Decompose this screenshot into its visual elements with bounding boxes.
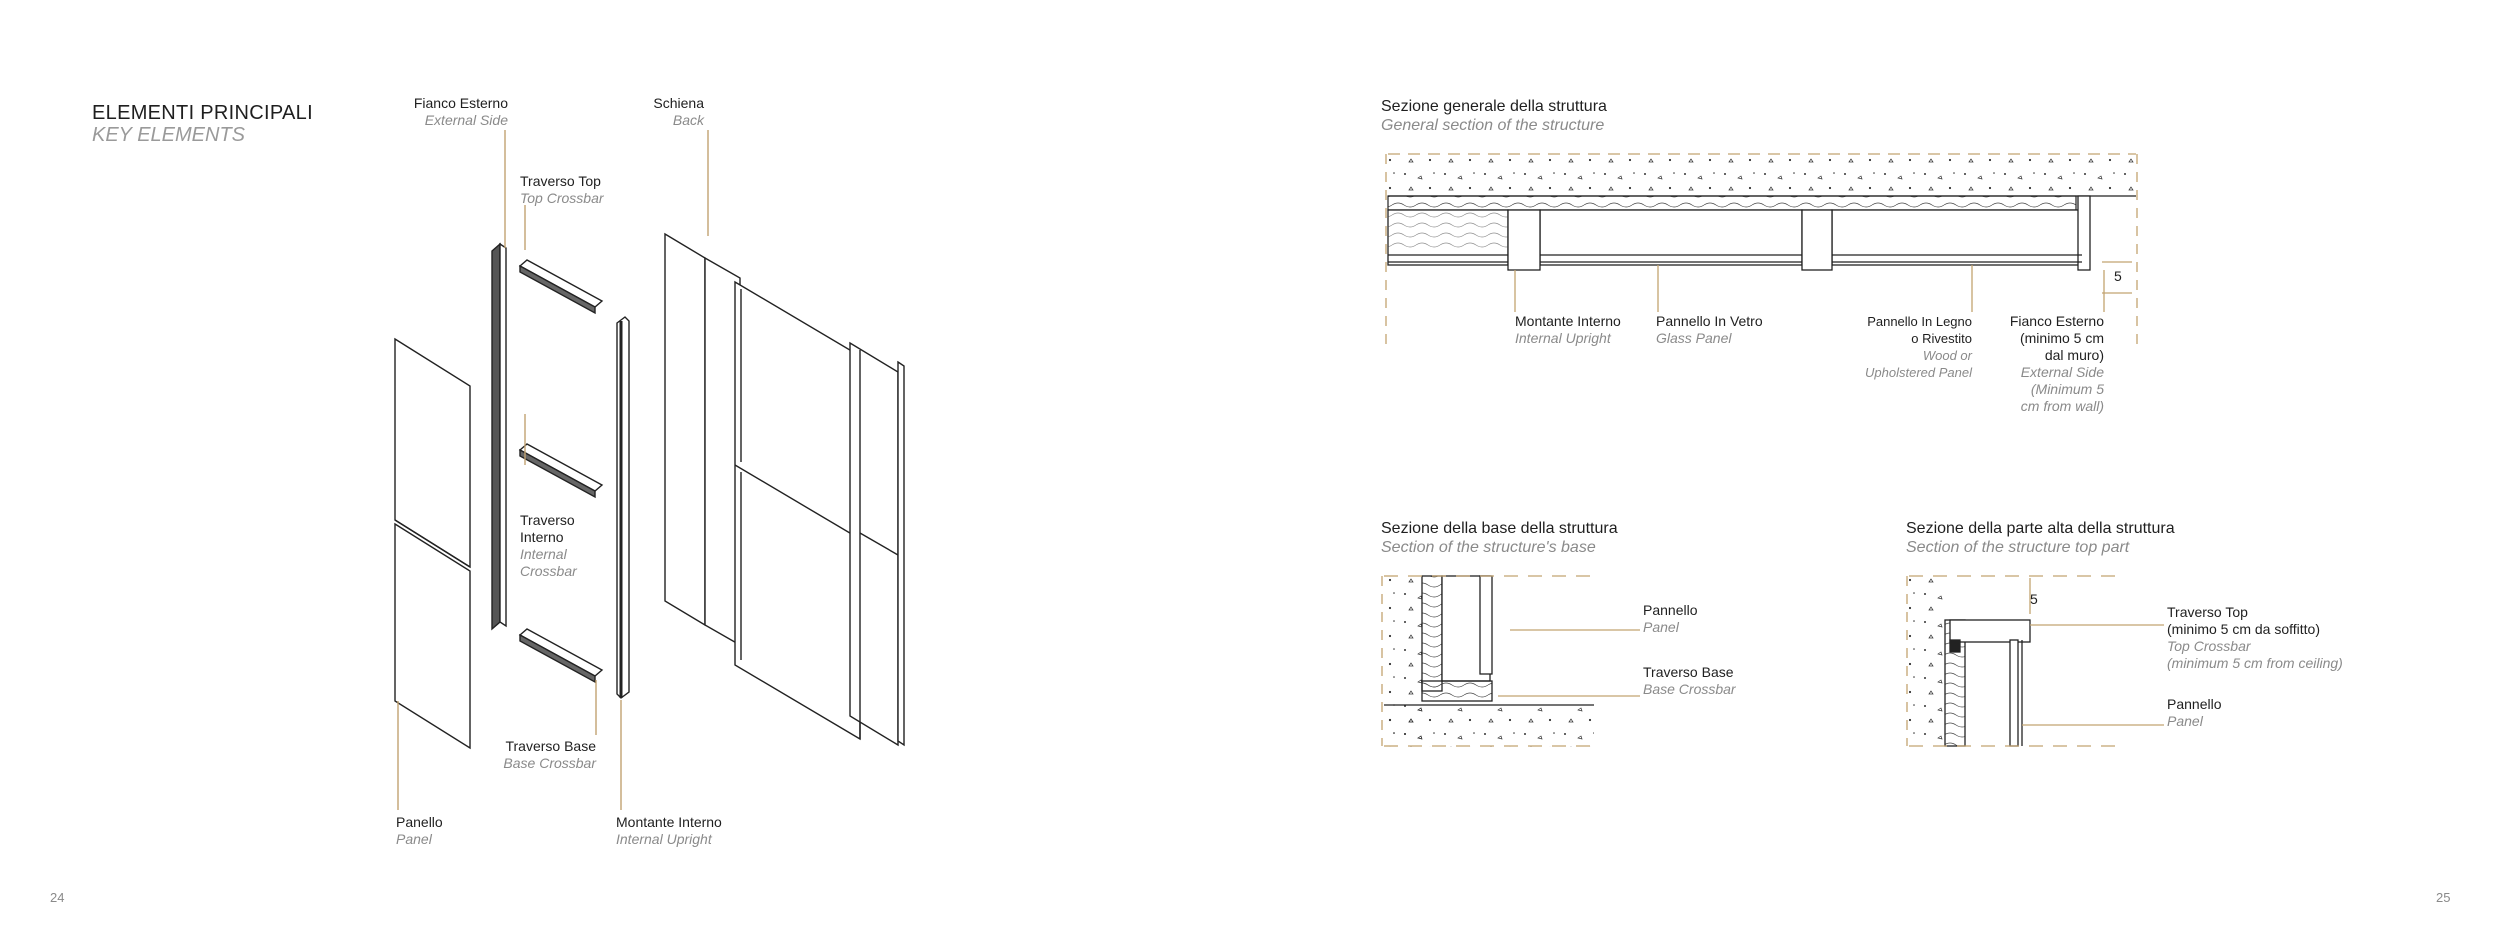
- label-en: cm from wall): [2020, 398, 2104, 414]
- page-number-right: 25: [2436, 890, 2451, 905]
- label-en: External Side: [2020, 364, 2104, 380]
- label-internal-upright-section: [1515, 313, 1621, 347]
- label-panel: [396, 814, 443, 848]
- label-it: Traverso Top: [2167, 604, 2248, 620]
- label-it: Montante Interno: [1515, 313, 1621, 329]
- label-en: External Side: [424, 112, 508, 128]
- label-en: Panel: [1643, 619, 1679, 635]
- top-section-subtitle: Section of the structure top part: [1906, 539, 2130, 556]
- label-top-panel: [2167, 696, 2222, 730]
- label-en: (Minimum 5: [2030, 381, 2104, 397]
- label-en: Internal Upright: [1515, 330, 1611, 346]
- label-en: Back: [672, 112, 704, 128]
- base-section-title: Sezione della base della struttura: [1381, 520, 1618, 537]
- panel-drawing: [395, 339, 470, 748]
- label-it: Interno: [520, 529, 564, 545]
- label-it: Pannello In Vetro: [1656, 313, 1763, 329]
- top-section-title: Sezione della parte alta della struttura: [1906, 520, 2175, 537]
- label-glass-panel: [1656, 313, 1763, 347]
- crossbar-drawings: [520, 260, 602, 682]
- label-it: Fianco Esterno: [413, 95, 508, 111]
- label-it: (minimo 5 cm da soffitto): [2167, 621, 2321, 637]
- label-en: Panel: [2167, 713, 2203, 729]
- external-side-drawing: [492, 244, 506, 629]
- general-section-title: Sezione generale della struttura: [1381, 98, 1607, 115]
- page-number-left: 24: [50, 890, 65, 905]
- page-subtitle: KEY ELEMENTS: [92, 124, 246, 146]
- label-en: Crossbar: [520, 563, 577, 579]
- label-top-crossbar-section: [2167, 604, 2343, 672]
- label-en: Top Crossbar: [2167, 638, 2251, 654]
- label-it: Schiena: [653, 95, 704, 111]
- base-section-subtitle: Section of the structure's base: [1381, 539, 1596, 556]
- label-external-side-section: [1980, 313, 2104, 415]
- label-internal-upright: [616, 814, 722, 848]
- label-it: Traverso Base: [1643, 664, 1734, 680]
- label-base-panel: [1643, 602, 1698, 636]
- label-back: [600, 95, 704, 129]
- label-it: Pannello: [2167, 696, 2222, 712]
- label-base-crossbar: [460, 738, 596, 772]
- label-it: dal muro): [2044, 347, 2104, 363]
- label-it: (minimo 5 cm: [2019, 330, 2104, 346]
- label-it: Panello: [396, 814, 443, 830]
- label-it: Montante Interno: [616, 814, 722, 830]
- label-en: Wood or: [1922, 348, 1972, 363]
- label-en: Internal Upright: [616, 831, 712, 847]
- label-en: Base Crossbar: [1643, 681, 1736, 697]
- label-en: Panel: [396, 831, 432, 847]
- label-en: Glass Panel: [1656, 330, 1732, 346]
- label-it: Pannello: [1643, 602, 1698, 618]
- dimension-label: 5: [2114, 268, 2122, 284]
- label-en: Top Crossbar: [520, 190, 604, 206]
- label-it: Traverso Top: [520, 173, 601, 189]
- label-top-crossbar: [520, 173, 604, 207]
- page-title: ELEMENTI PRINCIPALI: [92, 102, 313, 124]
- label-it: Traverso Base: [505, 738, 596, 754]
- label-it: Fianco Esterno: [2009, 313, 2104, 329]
- label-en: Base Crossbar: [503, 755, 596, 771]
- label-it: Pannello In Legno: [1867, 314, 1972, 329]
- internal-upright-drawing: [617, 317, 629, 698]
- exploded-view: [395, 234, 904, 748]
- label-en: (minimum 5 cm from ceiling): [2167, 655, 2343, 671]
- label-en: Internal: [520, 546, 567, 562]
- label-internal-crossbar: [520, 512, 577, 580]
- back-drawing: [665, 234, 904, 745]
- label-wood-panel: [1840, 313, 1972, 381]
- label-it: Traverso: [520, 512, 575, 528]
- label-base-crossbar-section: [1643, 664, 1736, 698]
- label-it: o Rivestito: [1911, 331, 1972, 346]
- label-external-side: [380, 95, 508, 129]
- label-en: Upholstered Panel: [1865, 365, 1972, 380]
- top-dimension-label: 5: [2030, 591, 2038, 607]
- base-section-drawing: [1382, 576, 1640, 747]
- general-section-subtitle: General section of the structure: [1381, 117, 1605, 134]
